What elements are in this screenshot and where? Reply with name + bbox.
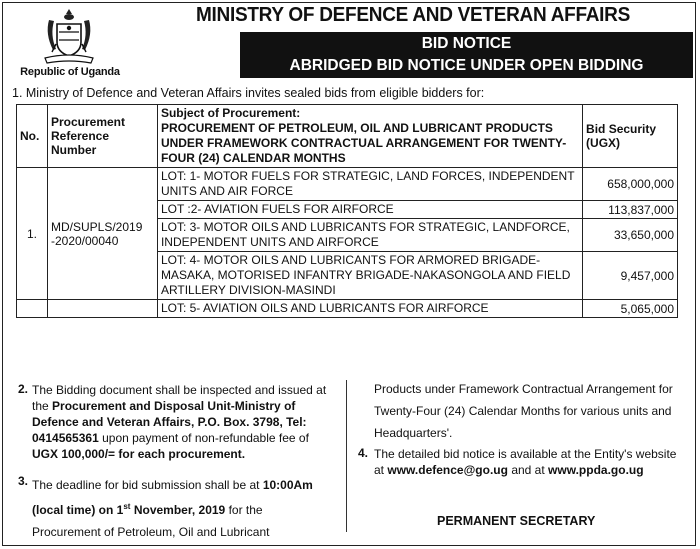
ministry-title: MINISTRY OF DEFENCE AND VETERAN AFFAIRS	[195, 4, 631, 26]
header-reference: Procurement Reference Number	[47, 105, 157, 168]
header-no: No.	[17, 105, 48, 168]
item-3-number: 3.	[18, 474, 29, 488]
lot-security: 33,650,000	[583, 219, 678, 252]
lot-subject: LOT: 5- AVIATION OILS AND LUBRICANTS FOR AIRFORCE	[157, 300, 582, 318]
lot-security: 658,000,000	[583, 168, 678, 201]
lot-subject: LOT: 1- MOTOR FUELS FOR STRATEGIC, LAND FORCES, INDEPENDENT UNITS AND AIR FORCE	[157, 168, 582, 201]
item-3-text-b: for the Procurement of Petroleum, Oil and Lubricant	[32, 503, 270, 539]
item-2-number: 2.	[18, 382, 29, 396]
lot-subject: LOT: 3- MOTOR OILS AND LUBRICANTS FOR STRATEGIC, LANDFORCE, INDEPENDENT UNITS AND AIRFORCE	[157, 219, 582, 252]
item-4-number: 4.	[358, 446, 369, 460]
banner-subtitle: ABRIDGED BID NOTICE UNDER OPEN BIDDING	[289, 57, 644, 74]
website-defence: www.defence@go.ug	[387, 463, 508, 477]
subject-label: Subject of Procurement:	[160, 106, 301, 120]
deadline-sup: st	[123, 502, 131, 511]
table-header-row	[17, 105, 678, 168]
lot-security: 113,837,000	[583, 201, 678, 219]
lot-subject: LOT: 4- MOTOR OILS AND LUBRICANTS FOR ARMORED BRIGADE-MASAKA, MOTORISED INFANTRY BRIGADE-NAKASONGOLA AND FIELD ARTILLERY DIVISION-MASINDI	[157, 252, 582, 300]
header-bid-security: Bid Security (UGX)	[583, 105, 678, 168]
item-3-continuation: Products under Framework Contractual Arrangement for Twenty-Four (24) Calendar Months for various units and Headquarters'.	[374, 382, 673, 440]
header-subject	[157, 105, 582, 168]
banner-title: BID NOTICE	[421, 35, 512, 52]
reference-number: MD/SUPLS/2019 -2020/00040	[47, 168, 157, 300]
website-ppda: www.ppda.go.ug	[548, 463, 644, 477]
subject-title: PROCUREMENT OF PETROLEUM, OIL AND LUBRICANT PRODUCTS UNDER FRAMEWORK CONTRACTUAL ARRANGEMENT FOR TWENTY-FOUR (24) CALENDAR MONTHS	[160, 121, 567, 165]
item-2-fee: UGX 100,000/= for each procurement.	[32, 447, 246, 461]
empty-cell	[17, 300, 48, 318]
item-4-text-a: The detailed bid notice is available at the Entity's website at	[374, 447, 677, 477]
bid-notice-banner	[240, 32, 693, 78]
lot-subject: LOT :2- AVIATION FUELS FOR AIRFORCE	[157, 201, 582, 219]
item-3-text-a: The deadline for bid submission shall be at	[32, 478, 260, 492]
item-4-text	[374, 446, 680, 478]
empty-cell	[47, 300, 157, 318]
lot-security: 9,457,000	[583, 252, 678, 300]
row-number: 1.	[17, 168, 48, 300]
deadline-time: 10:00Am (local time) on 1	[32, 478, 313, 517]
table-row	[17, 168, 678, 201]
table-row	[17, 300, 678, 318]
item-4-text-b: and at	[511, 463, 545, 477]
column-divider	[346, 380, 347, 532]
republic-label: Republic of Uganda	[20, 66, 120, 78]
coat-of-arms-icon	[40, 6, 98, 68]
signature: PERMANENT SECRETARY	[437, 514, 596, 528]
lot-security: 5,065,000	[583, 300, 678, 318]
intro-text: 1. Ministry of Defence and Veteran Affairs invites sealed bids from eligible bidders for:	[12, 86, 485, 100]
item-2-text-a: The Bidding document shall be inspected and issued at the	[32, 383, 327, 413]
item-2-unit-address: Procurement and Disposal Unit-Ministry of Defence and Veteran Affairs, P.O. Box. 3798, Tel: 0414565361	[32, 399, 307, 445]
bid-table	[16, 104, 678, 318]
item-2-text	[32, 382, 330, 462]
deadline-date: November, 2019	[133, 503, 226, 517]
item-3-text	[32, 474, 330, 543]
item-2-text-b: upon payment of non-refundable fee of	[102, 431, 309, 445]
